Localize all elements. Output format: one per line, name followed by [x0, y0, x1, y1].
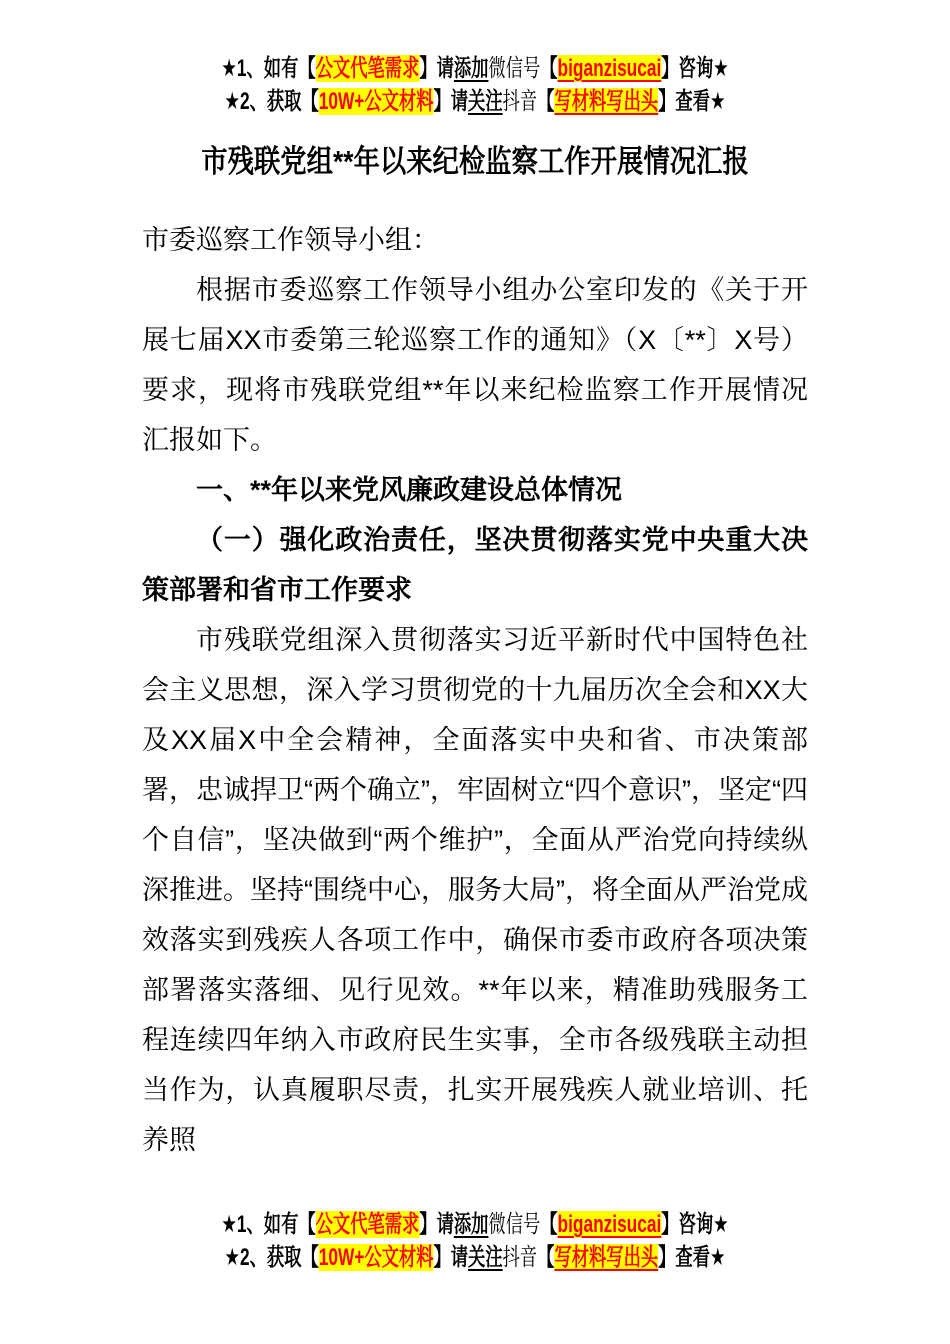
footer-notice-line-2: [133, 1241, 817, 1274]
header-notice: [0, 52, 950, 118]
notice-segment: biganzisucai: [557, 55, 662, 82]
notice-segment: 】查看★: [658, 88, 726, 115]
intro-paragraph: 根据市委巡察工作领导小组办公室印发的《关于开展七届XX市委第三轮巡察工作的通知》（X〔**〕X号）要求，现将市残联党组**年以来纪检监察工作开展情况汇报如下。: [142, 275, 808, 455]
notice-segment: ★1、如有【: [221, 1211, 316, 1238]
notice-segment: 】请: [433, 88, 469, 115]
notice-segment: 抖音: [502, 88, 538, 115]
notice-segment: 】咨询★: [661, 1211, 729, 1238]
notice-segment: 关注: [468, 88, 503, 115]
notice-segment: 公文代笔需求: [315, 1211, 420, 1238]
notice-segment: 微信号: [488, 55, 541, 82]
notice-segment: 】查看★: [658, 1244, 726, 1271]
section-heading: 一、**年以来党风廉政建设总体情况: [196, 475, 623, 505]
notice-segment: 微信号: [488, 1211, 541, 1238]
notice-segment: 】请: [419, 1211, 454, 1238]
document-body: [142, 215, 808, 1165]
salutation-line: 市委巡察工作领导小组：: [142, 225, 439, 255]
notice-segment: 添加: [453, 55, 489, 82]
notice-segment: 写材料写出头: [554, 88, 659, 115]
notice-segment: 公文代笔需求: [315, 55, 420, 82]
footer-notice-line-1: [133, 1208, 817, 1241]
notice-segment: biganzisucai: [557, 1211, 662, 1238]
header-notice-line-2: [133, 85, 817, 118]
notice-segment: 10W+公文材料: [318, 88, 434, 115]
footer-notice: [0, 1208, 950, 1274]
notice-segment: 【: [540, 55, 558, 82]
notice-segment: 【: [537, 1244, 555, 1271]
document-title: 市残联党组**年以来纪检监察工作开展情况汇报: [201, 144, 749, 179]
notice-segment: 关注: [468, 1244, 503, 1271]
notice-segment: 写材料写出头: [554, 1244, 659, 1271]
notice-segment: 【: [537, 88, 555, 115]
notice-segment: ★2、获取【: [224, 1244, 319, 1271]
notice-segment: 添加: [453, 1211, 489, 1238]
notice-segment: 【: [540, 1211, 558, 1238]
header-notice-line-1: [133, 52, 817, 85]
notice-segment: 10W+公文材料: [318, 1244, 434, 1271]
notice-segment: ★1、如有【: [221, 55, 316, 82]
notice-segment: 抖音: [502, 1244, 538, 1271]
body-paragraph: 市残联党组深入贯彻落实习近平新时代中国特色社会主义思想，深入学习贯彻党的十九届历次全会和XX大及XX届X中全会精神，全面落实中央和省、市决策部署，忠诚捍卫“两个确立”，牢固树立“四个意识”，坚定“四个自信”，坚决做到“两个维护”，全面从严治党向持续纵深推进。坚持“围绕中心，服务大局”，将全面从严治党成效落实到残疾人各项工作中，确保市委市政府各项决策部署落实落细、见行见效。**年以来，精准助残服务工程连续四年纳入市政府民生实事，全市各级残联主动担当作为，认真履职尽责，扎实开展残疾人就业培训、托养照: [142, 625, 808, 1155]
notice-segment: 】请: [433, 1244, 469, 1271]
notice-segment: ★2、获取【: [224, 88, 319, 115]
notice-segment: 】咨询★: [661, 55, 729, 82]
subsection-heading: （一）强化政治责任，坚决贯彻落实党中央重大决策部署和省市工作要求: [142, 525, 808, 605]
notice-segment: 】请: [419, 55, 454, 82]
